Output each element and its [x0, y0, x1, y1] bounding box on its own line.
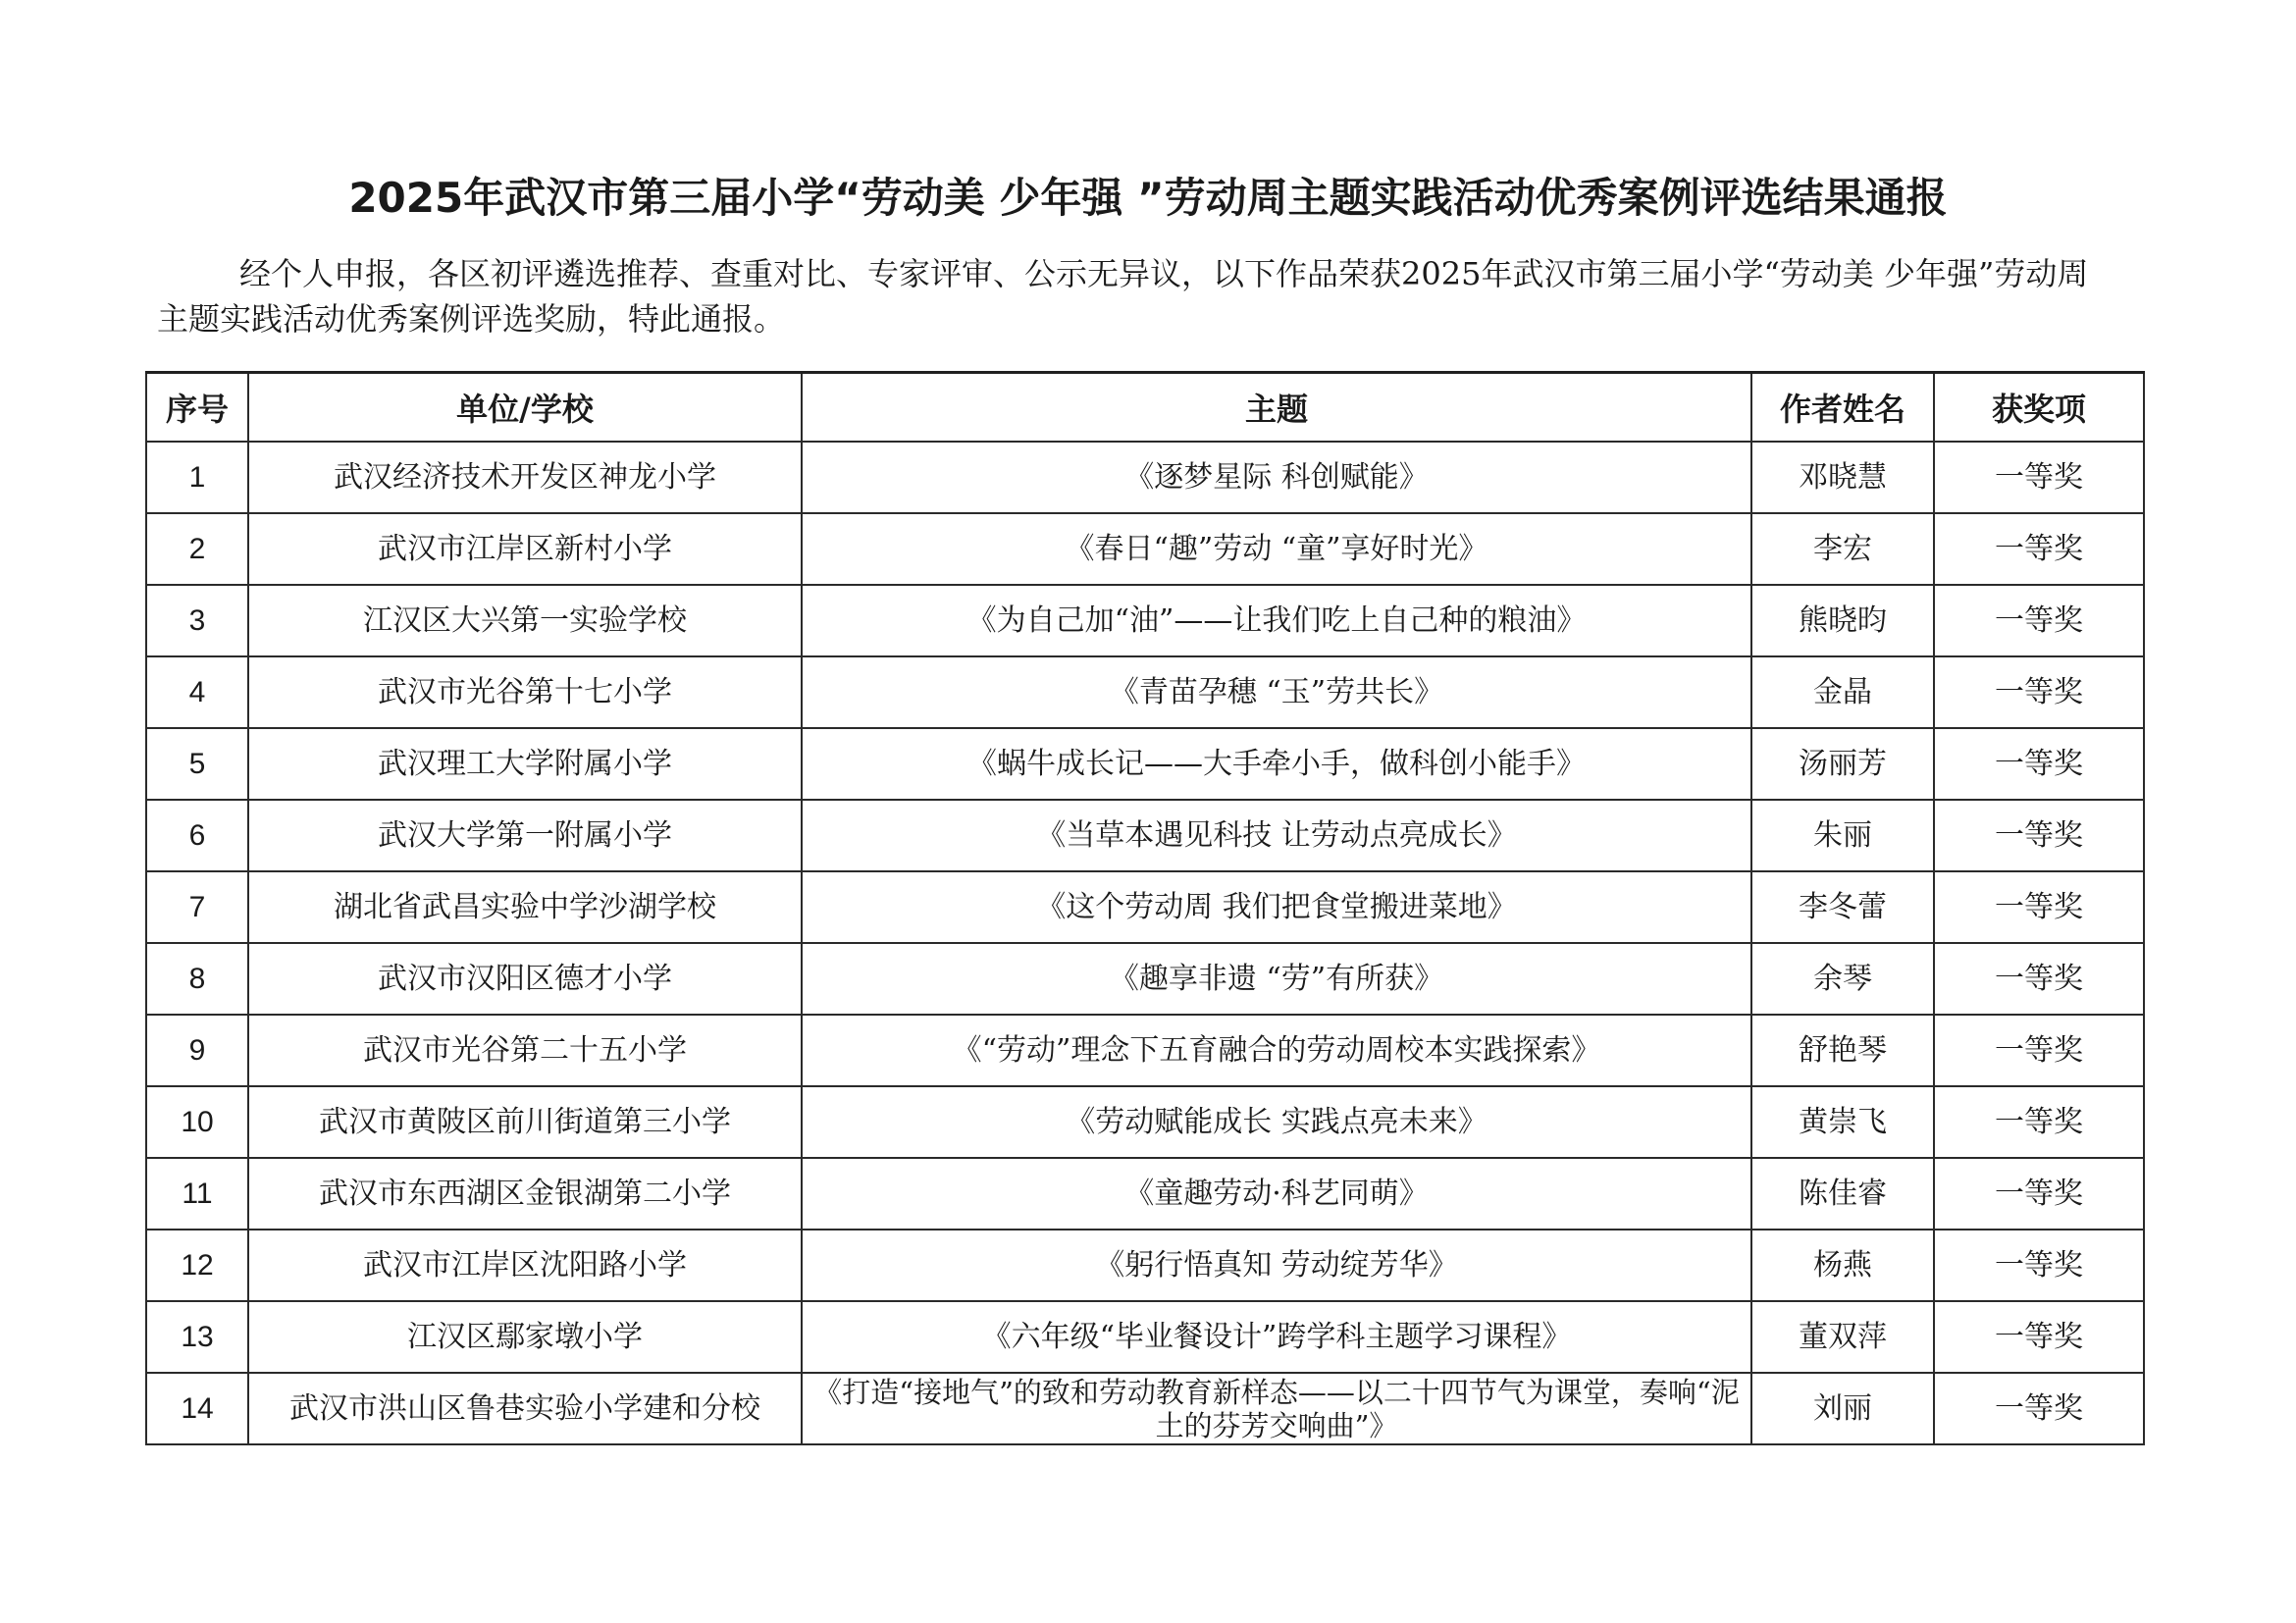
- row-author: 刘丽: [1751, 1373, 1934, 1444]
- row-school: 武汉市黄陂区前川街道第三小学: [248, 1086, 802, 1158]
- header-index: 序号: [146, 373, 248, 443]
- table-row: [146, 1373, 2144, 1444]
- row-school: 武汉市光谷第二十五小学: [248, 1015, 802, 1086]
- row-award: 一等奖: [1934, 1015, 2144, 1086]
- table-row: [146, 513, 2144, 585]
- row-index: 5: [146, 728, 248, 800]
- row-topic: 《打造“接地气”的致和劳动教育新样态——以二十四节气为课堂，奏响“泥土的芬芳交响曲”》: [802, 1373, 1751, 1444]
- row-author: 董双萍: [1751, 1301, 1934, 1373]
- table-row: [146, 943, 2144, 1015]
- row-index: 14: [146, 1373, 248, 1444]
- row-author: 李冬蕾: [1751, 871, 1934, 943]
- row-topic: 《为自己加“油”——让我们吃上自己种的粮油》: [802, 585, 1751, 656]
- row-topic: 《逐梦星际 科创赋能》: [802, 442, 1751, 513]
- row-school: 江汉区大兴第一实验学校: [248, 585, 802, 656]
- row-award: 一等奖: [1934, 1373, 2144, 1444]
- row-award: 一等奖: [1934, 728, 2144, 800]
- row-topic: 《春日“趣”劳动 “童”享好时光》: [802, 513, 1751, 585]
- header-topic: 主题: [802, 373, 1751, 443]
- row-author: 陈佳睿: [1751, 1158, 1934, 1230]
- row-school: 武汉市东西湖区金银湖第二小学: [248, 1158, 802, 1230]
- row-topic: 《当草本遇见科技 让劳动点亮成长》: [802, 800, 1751, 871]
- table-row: [146, 656, 2144, 728]
- table-row: [146, 1230, 2144, 1301]
- row-award: 一等奖: [1934, 656, 2144, 728]
- row-index: 3: [146, 585, 248, 656]
- row-topic: 《趣享非遗 “劳”有所获》: [802, 943, 1751, 1015]
- row-award: 一等奖: [1934, 1301, 2144, 1373]
- row-author: 黄崇飞: [1751, 1086, 1934, 1158]
- table-row: [146, 1158, 2144, 1230]
- row-index: 6: [146, 800, 248, 871]
- row-topic: 《童趣劳动·科艺同萌》: [802, 1158, 1751, 1230]
- row-school: 江汉区鄢家墩小学: [248, 1301, 802, 1373]
- table-row: [146, 728, 2144, 800]
- row-index: 2: [146, 513, 248, 585]
- row-award: 一等奖: [1934, 943, 2144, 1015]
- row-index: 11: [146, 1158, 248, 1230]
- row-author: 熊晓昀: [1751, 585, 1934, 656]
- row-topic: 《劳动赋能成长 实践点亮未来》: [802, 1086, 1751, 1158]
- row-award: 一等奖: [1934, 585, 2144, 656]
- header-award: 获奖项: [1934, 373, 2144, 443]
- table-header-row: [146, 373, 2144, 443]
- row-index: 9: [146, 1015, 248, 1086]
- row-school: 武汉市汉阳区德才小学: [248, 943, 802, 1015]
- row-award: 一等奖: [1934, 442, 2144, 513]
- row-index: 12: [146, 1230, 248, 1301]
- document-title: 2025年武汉市第三届小学“劳动美 少年强 ”劳动周主题实践活动优秀案例评选结果通报: [348, 174, 1948, 222]
- row-index: 13: [146, 1301, 248, 1373]
- table-row: [146, 1015, 2144, 1086]
- row-school: 武汉理工大学附属小学: [248, 728, 802, 800]
- award-table: [145, 371, 2145, 1445]
- table-row: [146, 1301, 2144, 1373]
- row-author: 杨燕: [1751, 1230, 1934, 1301]
- row-school: 武汉大学第一附属小学: [248, 800, 802, 871]
- row-index: 4: [146, 656, 248, 728]
- row-topic: 《六年级“毕业餐设计”跨学科主题学习课程》: [802, 1301, 1751, 1373]
- table-row: [146, 871, 2144, 943]
- row-index: 10: [146, 1086, 248, 1158]
- table-row: [146, 585, 2144, 656]
- row-topic: 《躬行悟真知 劳动绽芳华》: [802, 1230, 1751, 1301]
- header-author: 作者姓名: [1751, 373, 1934, 443]
- row-index: 8: [146, 943, 248, 1015]
- row-award: 一等奖: [1934, 1230, 2144, 1301]
- row-school: 武汉市江岸区沈阳路小学: [248, 1230, 802, 1301]
- row-award: 一等奖: [1934, 800, 2144, 871]
- table-row: [146, 800, 2144, 871]
- row-school: 武汉经济技术开发区神龙小学: [248, 442, 802, 513]
- header-school: 单位/学校: [248, 373, 802, 443]
- row-award: 一等奖: [1934, 513, 2144, 585]
- row-topic: 《这个劳动周 我们把食堂搬进菜地》: [802, 871, 1751, 943]
- row-school: 武汉市洪山区鲁巷实验小学建和分校: [248, 1373, 802, 1444]
- intro-paragraph: 经个人申报，各区初评遴选推荐、查重对比、专家评审、公示无异议，以下作品荣获2025年武汉市第三届小学“劳动美 少年强”劳动周主题实践活动优秀案例评选奖励，特此通报。: [157, 255, 2089, 338]
- row-author: 邓晓慧: [1751, 442, 1934, 513]
- row-award: 一等奖: [1934, 871, 2144, 943]
- row-author: 舒艳琴: [1751, 1015, 1934, 1086]
- table-row: [146, 1086, 2144, 1158]
- row-school: 湖北省武昌实验中学沙湖学校: [248, 871, 802, 943]
- row-topic: 《蜗牛成长记——大手牵小手，做科创小能手》: [802, 728, 1751, 800]
- row-school: 武汉市江岸区新村小学: [248, 513, 802, 585]
- row-author: 朱丽: [1751, 800, 1934, 871]
- row-index: 1: [146, 442, 248, 513]
- row-topic: 《“劳动”理念下五育融合的劳动周校本实践探索》: [802, 1015, 1751, 1086]
- row-index: 7: [146, 871, 248, 943]
- row-author: 金晶: [1751, 656, 1934, 728]
- row-author: 李宏: [1751, 513, 1934, 585]
- row-author: 余琴: [1751, 943, 1934, 1015]
- row-author: 汤丽芳: [1751, 728, 1934, 800]
- row-award: 一等奖: [1934, 1158, 2144, 1230]
- row-topic: 《青苗孕穗 “玉”劳共长》: [802, 656, 1751, 728]
- table-row: [146, 442, 2144, 513]
- row-award: 一等奖: [1934, 1086, 2144, 1158]
- row-school: 武汉市光谷第十七小学: [248, 656, 802, 728]
